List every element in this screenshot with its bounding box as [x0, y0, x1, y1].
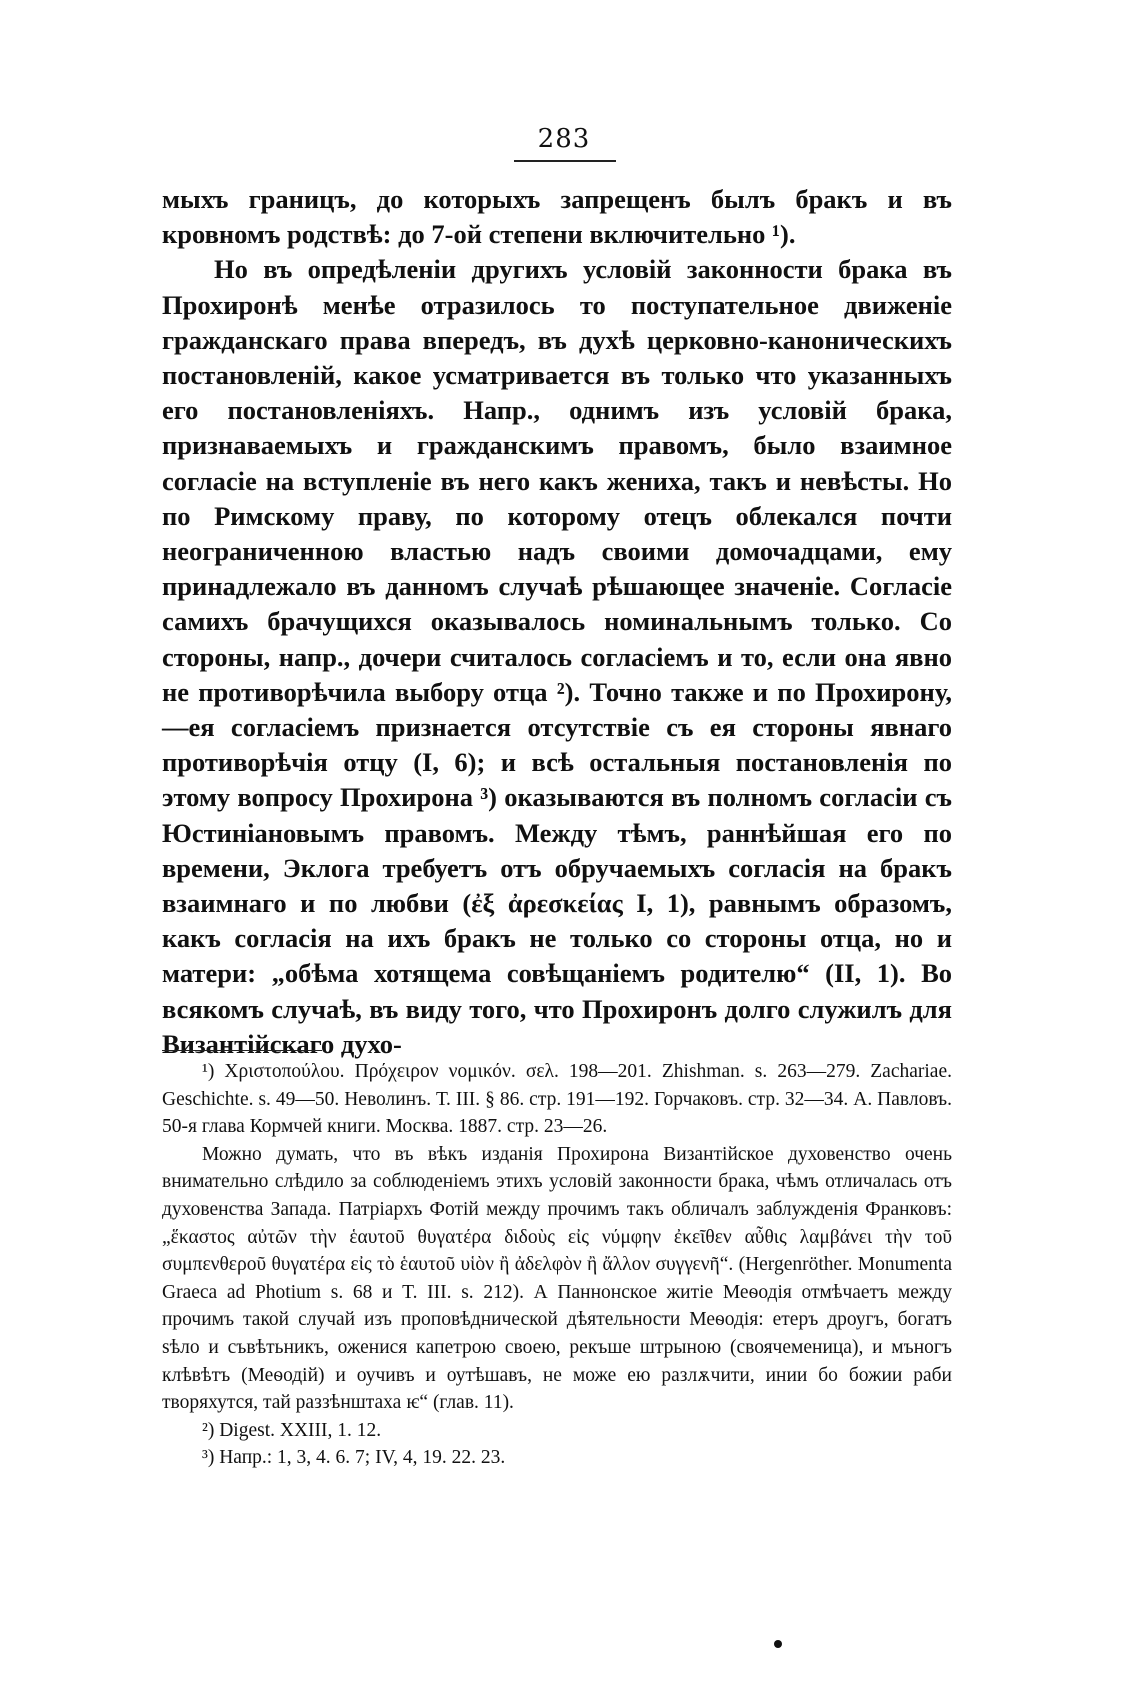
footnote-rule	[162, 1050, 322, 1051]
footnote-2: ²) Digest. XXIII, 1. 12.	[202, 1419, 382, 1441]
main-text	[162, 182, 952, 1062]
ink-speck	[774, 1640, 782, 1648]
paragraph: Но въ опредѣленіи другихъ условій законности брака въ Прохиронѣ менѣе отразилось то поступательное движеніе гражданскаго права впередъ, въ духѣ церковно-каноническихъ постановленій, какое усматривается въ только что указанныхъ его постановленіяхъ. Напр., однимъ изъ условій брака, признаваемыхъ и гражданскимъ правомъ, было взаимное согласіе на вступленіе въ него какъ жениха, такъ и невѣсты. Но по Римскому праву, по которому отецъ облекался почти неограниченною властью надъ своими домочадцами, ему принадлежало въ данномъ случаѣ рѣшающее значеніе. Согласіе самихъ брачущихся оказывалось номинальнымъ только. Со стороны, напр., дочери считалось согласіемъ и то, если она явно не противорѣчила выбору отца ²). Точно также и по Прохирону,—ея согласіемъ признается отсутствіе съ ея стороны явнаго противорѣчія отцу (I, 6); и всѣ остальныя постановленія по этому вопросу Прохирона ³) оказываются въ полномъ согласіи съ Юстиніановымъ правомъ. Между тѣмъ, раннѣйшая его по времени, Эклога требуетъ отъ обручаемыхъ согласія на бракъ взаимнаго и по любви (ἐξ ἀρεσκείας I, 1), равнымъ образомъ, какъ согласія на ихъ бракъ не только со стороны отца, но и матери: „обѣма хотящема совѣщаніемъ родителю“ (II, 1). Во всякомъ случаѣ, въ виду того, что Прохиронъ долго служилъ для Византійскаго духо-	[162, 254, 952, 1059]
footnotes	[162, 1058, 952, 1472]
page-number-rule	[514, 160, 616, 162]
page-number: 283	[537, 124, 591, 154]
footnote-3: ³) Напр.: 1, 3, 4. 6. 7; IV, 4, 19. 22. 23.	[202, 1447, 506, 1469]
footnote-1-continuation: Можно думать, что въ вѣкъ изданія Прохирона Византійское духовенство очень внимательно слѣдило за соблюденіемъ этихъ условій законности брака, чѣмъ отличалась отъ духовенства Запада. Патріархъ Фотій между прочимъ такъ обличалъ заблужденія Франковъ: „ἕκαστος αὐτῶν τὴν ἑαυτοῦ θυγατέρα διδοὺς εἰς νύμφην ἐκεῖθεν αὖθις λαμβάνει τὴν τοῦ συμπενθεροῦ θυγατέρα εἰς τὸ ἑαυτοῦ υἱὸν ἢ ἀδελφὸν ἢ ἄλλον συγγενῆ“. (Hergenröther. Monumenta Graeca ad Photium s. 68 и T. III. s. 212). А Паннонское житіе Меѳодія отмѣчаетъ между прочимъ такой случай изъ проповѣднической дѣятельности Меѳодія: етеръ дроугъ, богатъ ѕѣло и съвѣтьникъ, оженися кaпетрою своею, рекъше штрыною (своячеменица), и мъногъ клѣвѣтъ (Меѳодій) и оучивъ и оутѣшавъ, не може ею разлѫчити, инии бо божии раби творяхутся, тай раззѣнштаха ѥ“ (глав. 11).	[162, 1143, 952, 1414]
footnote-1: ¹) Χριστοπούλου. Πρόχειρον νομικόν. σελ. 198—201. Zhishman. s. 263—279. Zachariae. Geschichte. s. 49—50. Неволинъ. Т. III. § 86. стр. 191—192. Горчаковъ. стр. 32—34. А. Павловъ. 50-я глава Кормчей книги. Москва. 1887. стр. 23—26.	[162, 1061, 952, 1138]
paragraph: мыхъ границъ, до которыхъ запрещенъ былъ бракъ и въ кровномъ родствѣ: до 7-ой степени включительно ¹).	[162, 184, 952, 250]
